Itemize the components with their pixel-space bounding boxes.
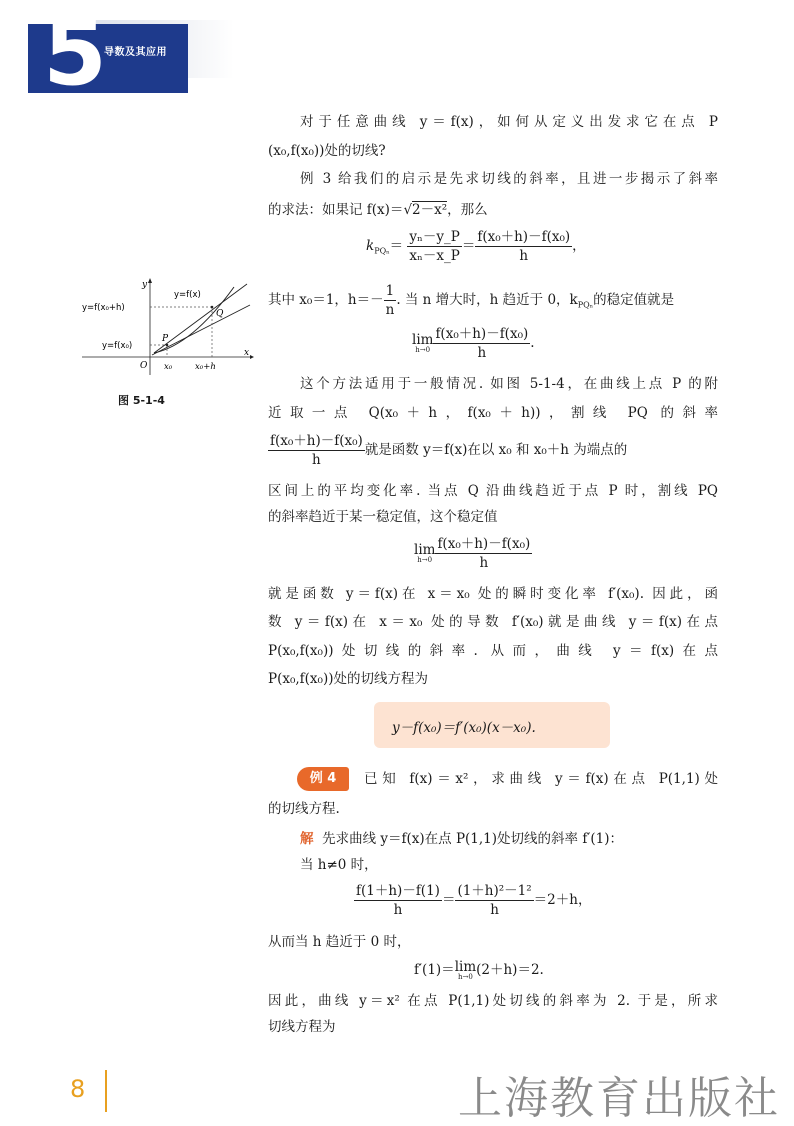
chapter-title: 导数及其应用 <box>104 47 167 58</box>
page-number: 8 <box>70 1075 86 1103</box>
y-axis-label: y <box>142 280 148 290</box>
x0h-label: x₀+h <box>195 362 216 372</box>
y-axis-arrow <box>148 278 152 283</box>
figure-tangent-secant <box>82 275 254 375</box>
footer-divider <box>105 1070 107 1112</box>
fraction: $\frac{\text{f(x₀＋h)－f(x₀)}}{h}$ <box>435 326 529 361</box>
fraction: $\frac{\text{f(x₀＋h)－f(x₀)}}{h}$ <box>477 229 571 264</box>
solution-label: 解 <box>300 831 314 847</box>
x-axis-label: x <box>244 348 250 358</box>
fraction: $\frac{1}{n}$ <box>385 283 395 318</box>
label-P: P <box>162 334 169 344</box>
text-line: P(x₀,f(x₀))处的切线方程为 <box>268 671 428 687</box>
limit-operator: lim h→0 <box>412 331 434 354</box>
text-line: 已知 f(x)＝x²，求曲线 y＝f(x)在点 P(1,1)处 <box>364 771 718 787</box>
y-x0h-label: y=f(x₀+h) <box>82 303 125 313</box>
sqrt-symbol: √ <box>403 202 413 218</box>
text-line: 对于任意曲线 y＝f(x)，如何从定义出发求它在点 P <box>300 114 718 130</box>
x-axis-arrow <box>250 355 254 359</box>
text-line: 就是函数 y＝f(x)在 x＝x₀ 处的瞬时变化率 f′(x₀). 因此，函 <box>268 586 718 602</box>
text-line: 的斜率趋近于某一稳定值，这个稳定值 <box>268 509 498 525</box>
text-line: 区间上的平均变化率. 当点 Q 沿曲线趋近于点 P 时，割线 PQ <box>268 483 718 499</box>
example-badge: 例 4 <box>297 767 349 791</box>
text-line: 的切线方程. <box>268 801 340 817</box>
origin-label: O <box>140 361 148 371</box>
text-line: (x₀,f(x₀))处的切线? <box>268 143 386 159</box>
fraction: $\frac{\text{f(x₀＋h)－f(x₀)}}{h}$ <box>437 536 531 571</box>
text-line: 近取一点 Q(x₀＋h，f(x₀＋h))，割线 PQ 的斜率 <box>268 405 718 421</box>
limit-operator: lim h→0 <box>454 958 477 981</box>
derivative-value-equation: f′(1)＝lim h→0 (2＋h)＝2. <box>414 958 544 981</box>
text-line: 因此，曲线 y＝x² 在点 P(1,1)处切线的斜率为 2. 于是，所求 <box>268 993 718 1009</box>
point-P <box>166 344 169 347</box>
text-line: 切线方程为 <box>268 1019 336 1035</box>
text-line: 的求法：如果记 f(x)＝√2－x²，那么 <box>268 202 488 218</box>
x0-label: x₀ <box>164 362 173 372</box>
text-line: 从而当 h 趋近于 0 时， <box>268 934 411 950</box>
publisher-watermark: 上海教育出版社 <box>458 1073 780 1124</box>
text-line: 数 y＝f(x)在 x＝x₀ 处的导数 f′(x₀)就是曲线 y＝f(x)在点 <box>268 614 718 630</box>
label-Q: Q <box>216 309 224 319</box>
fraction: $\frac{\text{f(x₀＋h)－f(x₀)}}{h}$ <box>270 433 363 468</box>
tangent-line <box>152 305 250 355</box>
figure-caption: 图 5-1-4 <box>118 394 165 407</box>
text-line: 这个方法适用于一般情况. 如图 5-1-4，在曲线上点 P 的附 <box>300 376 718 392</box>
chapter-number: 5 <box>42 0 107 106</box>
slope-equation: $k_{PQ_n}=$ $\frac{\text{yₙ－y\_P}}{\text{xₙ－x\_P}}$ ＝ $\frac{\text{f(x₀＋h)－f(x₀)}}{h}$ ， <box>366 229 586 264</box>
curve-label: y=f(x) <box>174 290 201 300</box>
limit-equation <box>414 535 532 572</box>
limit-operator: lim h→0 <box>414 541 436 564</box>
y-x0-label: y=f(x₀) <box>102 341 133 351</box>
difference-quotient-equation: $\frac{f(1+h)-f(1)}{h}$ ＝ $\frac{\text{(1＋h)²－1²}}{h}$ ＝2＋h， <box>356 883 592 918</box>
fraction: $\frac{f(1+h)-f(1)}{h}$ <box>356 883 440 918</box>
limit-equation: lim h→0 $\frac{\text{f(x₀＋h)－f(x₀)}}{h}$ . <box>412 326 535 361</box>
text-line: 例 3 给我们的启示是先求切线的斜率，且进一步揭示了斜率 <box>300 171 718 187</box>
text-line: 当 h≠0 时， <box>300 857 378 873</box>
point-Q <box>211 306 214 309</box>
text-line: $\frac{\text{f(x₀＋h)－f(x₀)}}{h}$ 就是函数 y＝f(x)在以 x₀ 和 x₀＋h 为端点的 <box>270 433 628 468</box>
text-line: P(x₀,f(x₀))处切线的斜率. 从而，曲线 y＝f(x)在点 <box>268 643 718 659</box>
fraction: $\frac{\text{(1＋h)²－1²}}{h}$ <box>457 883 532 918</box>
text-line: 解 先求曲线 y＝f(x)在点 P(1,1)处切线的斜率 f′(1)： <box>300 831 624 847</box>
text-line: 其中 x₀＝1，h＝－ $\frac{1}{n}$ . 当 n 增大时，h 趋近于 0，$k_{PQ_n}$的稳定值就是 <box>268 283 675 318</box>
tangent-line-equation: y－f(x₀)＝f′(x₀)(x－x₀). <box>392 720 536 736</box>
fraction: $\frac{\text{yₙ－y\_P}}{\text{xₙ－x\_P}}$ <box>409 229 460 264</box>
